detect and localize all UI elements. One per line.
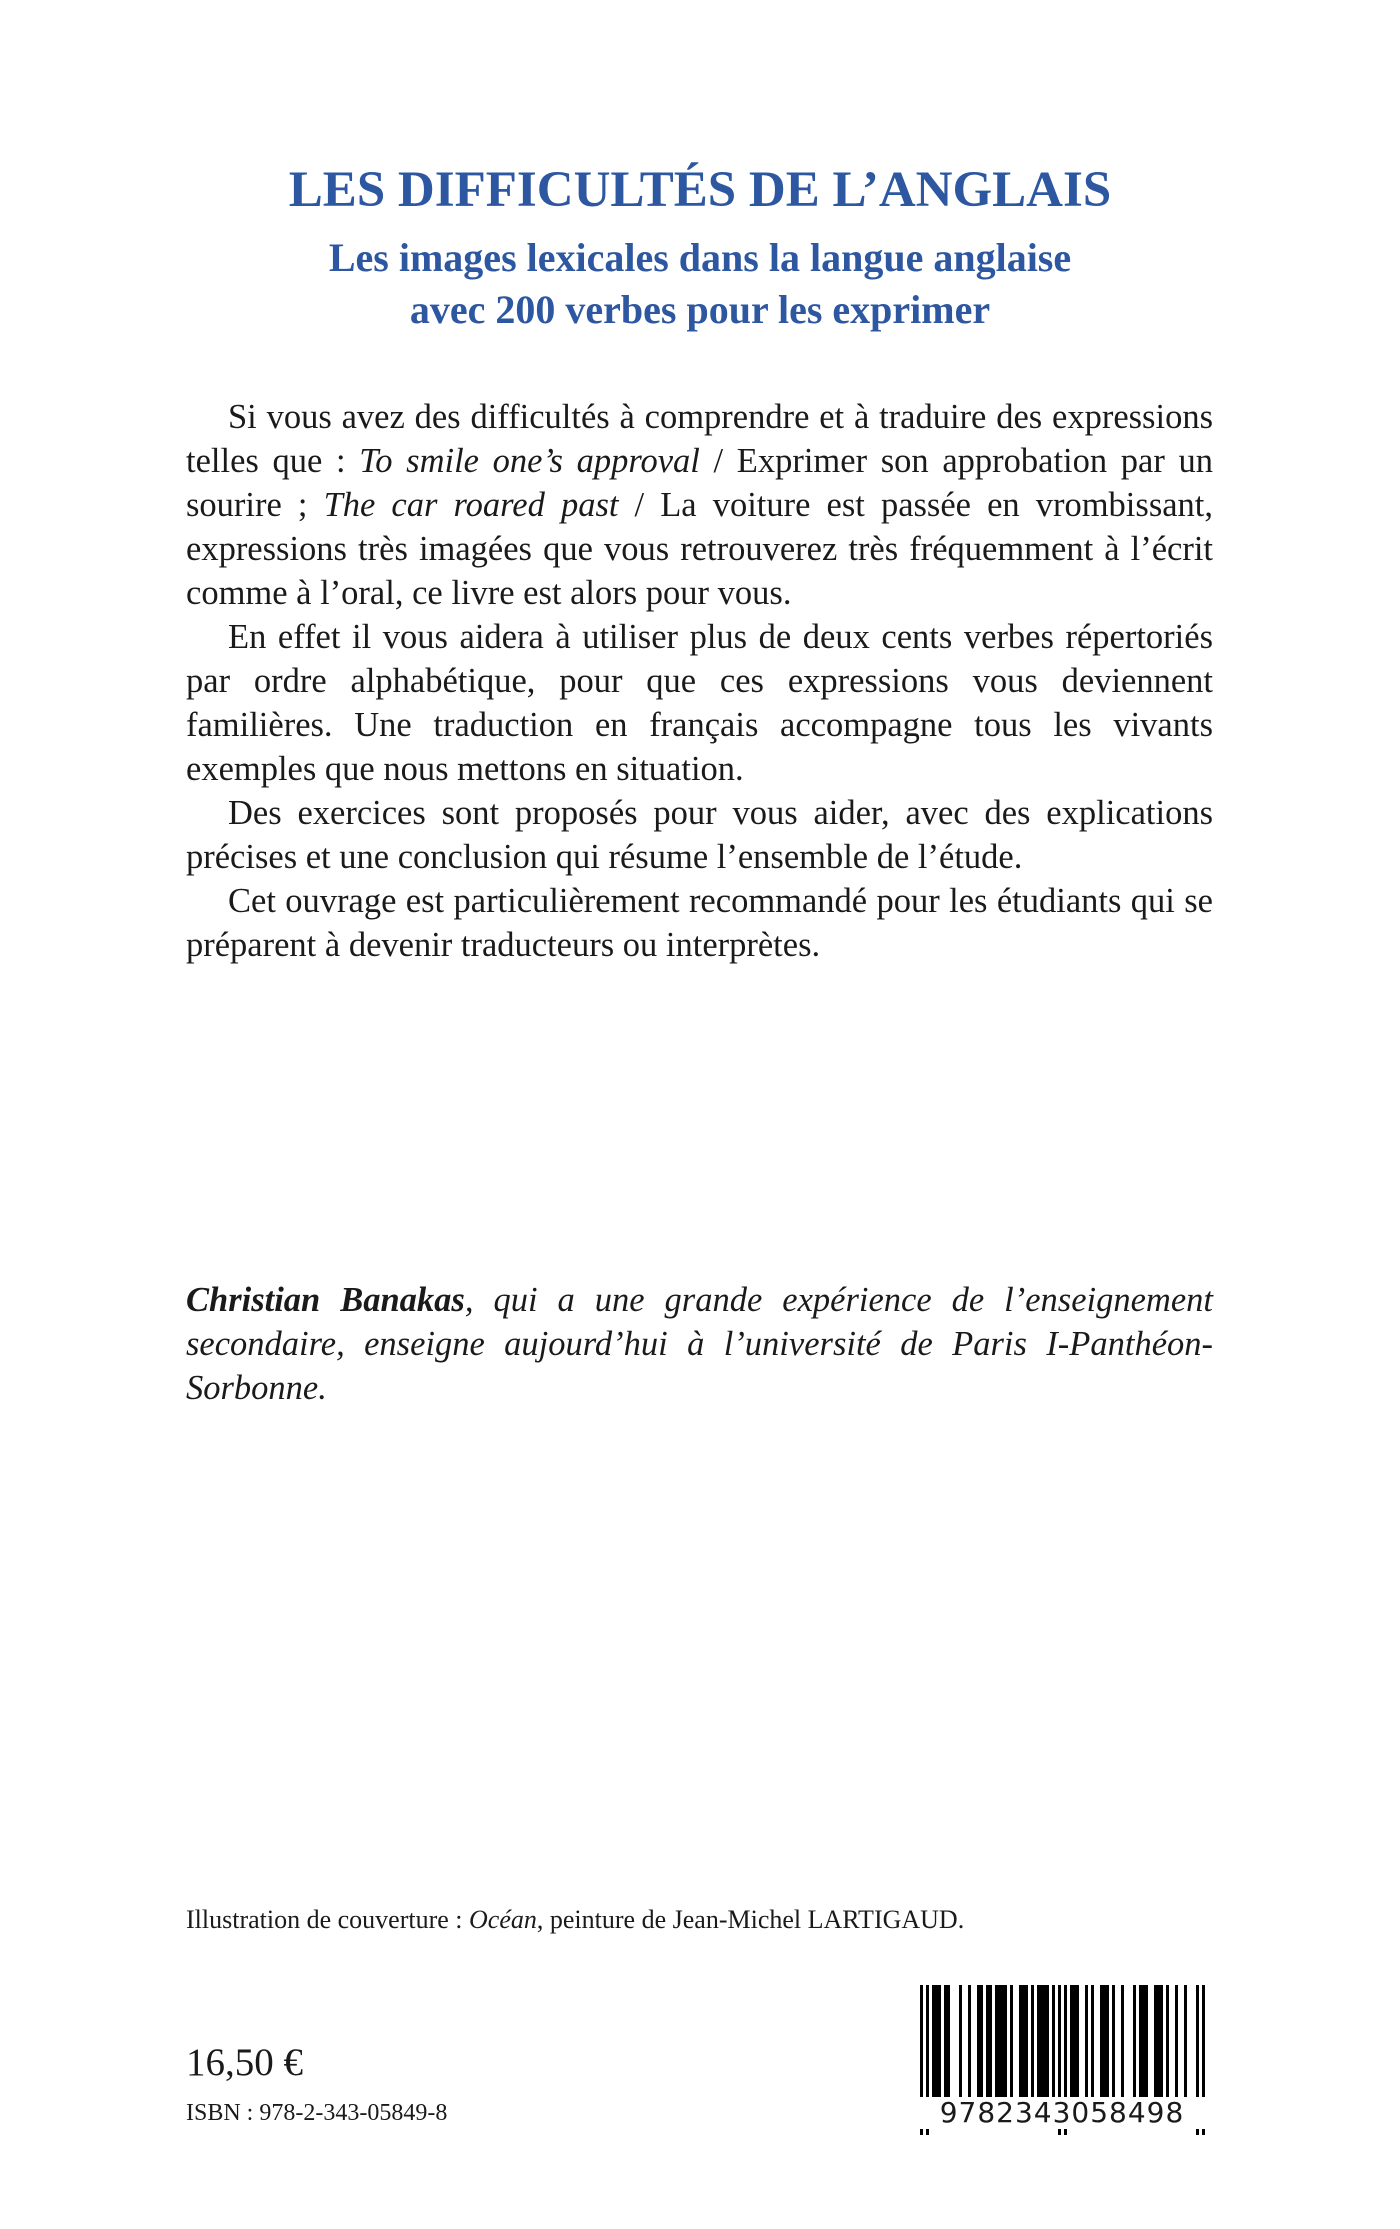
barcode-bar [1160,1985,1163,2105]
barcode-bar [1022,1985,1025,2105]
blurb-text: / Exprimer son approbation par un sourire ; [186,442,1213,524]
blurb-text: / La voiture est passée en vrombissant, expressions très imagées que vous retrouverez très fréquemment à l’écrit comme à l’oral, ce livre est alors pour vous. [186,486,1214,612]
barcode-bar [1139,1985,1142,2105]
blurb-text: Si vous avez des difficultés à comprendre et à traduire des expressions telles que : [186,398,1213,480]
barcode-bar [935,1985,938,2105]
title-block [0,160,1400,336]
author-bio-text: , qui a une grande expérience de l’enseignement secondaire, enseigne aujourd’hui à l’université de Paris I-Panthéon-Sorbonne. [186,1281,1213,1407]
barcode-bar [1073,1985,1076,2105]
barcode-bar [1043,1985,1046,2105]
barcode-bar [1142,1985,1145,2105]
blurb-paragraph-1 [186,395,1213,615]
barcode [912,1985,1212,2145]
example-english-2: The car roared past [323,486,619,524]
barcode-bar [1112,1985,1115,2105]
barcode-bar [1091,1985,1094,2105]
barcode-bar [1046,1985,1049,2105]
barcode-bar [947,1985,950,2105]
barcode-bar [989,1985,992,2105]
book-title: LES DIFFICULTÉS DE L’ANGLAIS [288,162,1112,218]
credit-prefix: Illustration de couverture : [186,1905,470,1934]
barcode-bar [1019,1985,1022,2105]
cover-credit [186,1903,964,1937]
barcode-bar [1085,1985,1088,2105]
blurb-paragraph-3: Des exercices sont proposés pour vous aider, avec des explications précises et une conclusion qui résume l’ensemble de l’étude. [186,794,1213,876]
price: 16,50 € [186,2041,303,2084]
barcode-bar [1040,1985,1043,2105]
barcode-bar [1031,1985,1034,2105]
barcode-bar [980,1985,983,2105]
barcode-bar [1184,1985,1187,2105]
example-english-1: To smile one’s approval [359,442,700,480]
author-bio [186,1278,1213,1410]
barcode-bar [938,1985,941,2105]
blurb-paragraph-4: Cet ouvrage est particulièrement recommandé pour les étudiants qui se préparent à devenir traducteurs ou interprètes. [186,882,1213,964]
barcode-bar [1070,1985,1073,2105]
barcode-bar [1001,1985,1004,2105]
isbn: ISBN : 978-2-343-05849-8 [186,2100,448,2126]
barcode-bar [1103,1985,1106,2105]
barcode-bar [932,1985,935,2105]
barcode-bar [998,1985,1001,2105]
blurb-paragraph-2: En effet il vous aidera à utiliser plus de deux cents verbes répertoriés par ordre alphabétique, pour que ces expressions vous deviennent familières. Une traduction en français accompagne tous les vivants exemples que nous mettons en situation. [186,618,1213,788]
barcode-bar [1037,1985,1040,2105]
author-name: Christian Banakas [186,1281,465,1319]
blurb [186,395,1213,967]
barcode-bar [1076,1985,1079,2105]
barcode-bar [959,1985,962,2105]
barcode-bar [1025,1985,1028,2105]
barcode-bar [1010,1985,1013,2105]
barcode-bar [1133,1985,1136,2105]
barcode-bar [944,1985,947,2105]
barcode-bar [1145,1985,1148,2105]
subtitle-line-2: avec 200 verbes pour les exprimer [409,287,991,332]
barcode-bar [1166,1985,1169,2105]
barcode-bar [1004,1985,1007,2105]
credit-work-title: Océan [469,1905,537,1934]
barcode-bar [1106,1985,1109,2105]
barcode-bar [1100,1985,1103,2105]
barcode-bar [995,1985,998,2105]
book-subtitle [0,232,1400,336]
credit-suffix: , peinture de Jean-Michel LARTIGAUD. [536,1905,965,1934]
barcode-bar [977,1985,980,2105]
barcode-bar [968,1985,971,2105]
barcode-bar [1157,1985,1160,2105]
barcode-bar [986,1985,989,2105]
barcode-bar [1052,1985,1055,2105]
barcode-digits: 9782343058498 [912,2097,1212,2129]
barcode-bar [1154,1985,1157,2105]
barcode-bar [1175,1985,1178,2105]
subtitle-line-1: Les images lexicales dans la langue anglaise [328,235,1072,280]
barcode-bar [1121,1985,1124,2105]
